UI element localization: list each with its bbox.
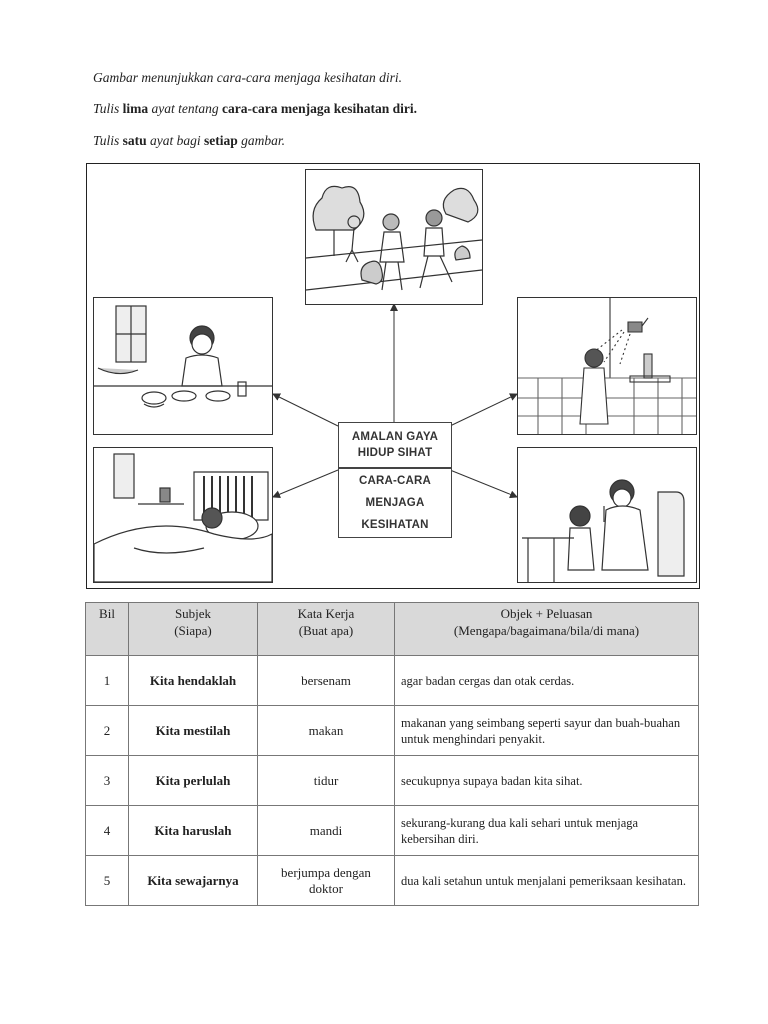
instruction-text-1: Gambar menunjukkan cara-cara menjaga kesihatan diri. xyxy=(93,70,402,85)
center-bottom-line-3: KESIHATAN xyxy=(361,519,429,531)
concept-map-figure xyxy=(86,163,700,589)
header-bil-text: Bil xyxy=(99,606,115,621)
instr3-part-b: satu xyxy=(122,133,147,148)
cell-kata-kerja: mandi xyxy=(258,806,395,856)
cell-objek: makanan yang seimbang seperti sayur dan buah-buahan untuk menghindari penyakit. xyxy=(395,706,699,756)
doctor-visit-illustration xyxy=(517,447,697,583)
cell-subjek: Kita sewajarnya xyxy=(129,856,258,906)
cell-bil: 1 xyxy=(86,656,129,706)
cell-bil: 3 xyxy=(86,756,129,806)
cell-subjek: Kita perlulah xyxy=(129,756,258,806)
sentence-table xyxy=(85,602,699,906)
exercise-illustration xyxy=(305,169,483,305)
eating-illustration xyxy=(93,297,273,435)
cell-objek: dua kali setahun untuk menjalani pemeriksaan kesihatan. xyxy=(395,856,699,906)
header-kerja-text: Kata Kerja xyxy=(297,606,355,621)
table-row xyxy=(86,856,699,906)
instr3-part-e: gambar. xyxy=(237,133,286,148)
cell-bil: 4 xyxy=(86,806,129,856)
bathing-illustration xyxy=(517,297,697,435)
cell-kata-kerja: berjumpa dengan doktor xyxy=(258,856,395,906)
header-kata-kerja xyxy=(258,603,395,656)
instr3-part-a: Tulis xyxy=(93,133,123,148)
cell-objek: sekurang-kurang dua kali sehari untuk menjaga kebersihan diri. xyxy=(395,806,699,856)
cell-objek: secukupnya supaya badan kita sihat. xyxy=(395,756,699,806)
header-subjek-text: Subjek xyxy=(174,606,212,621)
center-top-line-2: HIDUP SIHAT xyxy=(357,447,433,459)
instr2-part-a: Tulis xyxy=(93,101,123,116)
cell-kata-kerja: makan xyxy=(258,706,395,756)
center-label-amalan xyxy=(338,422,452,468)
instr2-part-c: ayat tentang xyxy=(148,101,223,116)
center-label-cara-cara xyxy=(338,468,452,538)
cell-kata-kerja: bersenam xyxy=(258,656,395,706)
header-bil xyxy=(86,603,129,656)
cell-objek: agar badan cergas dan otak cerdas. xyxy=(395,656,699,706)
center-bottom-line-1: CARA-CARA xyxy=(358,475,432,487)
header-subjek-sub: (Siapa) xyxy=(174,623,212,638)
sleeping-illustration xyxy=(93,447,273,583)
table-row xyxy=(86,806,699,856)
header-objek-sub: (Mengapa/bagaimana/bila/di mana) xyxy=(453,623,640,638)
cell-kata-kerja: tidur xyxy=(258,756,395,806)
instr2-part-d: cara-cara menjaga kesihatan diri. xyxy=(222,101,418,116)
instruction-line-3 xyxy=(93,133,285,149)
cell-bil: 5 xyxy=(86,856,129,906)
table-row xyxy=(86,756,699,806)
center-bottom-line-2: MENJAGA xyxy=(365,497,425,509)
header-subjek xyxy=(129,603,258,656)
header-kerja-sub: (Buat apa) xyxy=(298,623,354,638)
cell-subjek: Kita mestilah xyxy=(129,706,258,756)
header-objek xyxy=(395,603,699,656)
instr3-part-d: setiap xyxy=(204,133,238,148)
instruction-line-1 xyxy=(93,70,402,86)
instr2-part-b: lima xyxy=(122,101,149,116)
cell-subjek: Kita hendaklah xyxy=(129,656,258,706)
center-top-line-1: AMALAN GAYA xyxy=(351,431,439,443)
cell-bil: 2 xyxy=(86,706,129,756)
instruction-line-2 xyxy=(93,101,417,117)
table-row xyxy=(86,656,699,706)
cell-subjek: Kita haruslah xyxy=(129,806,258,856)
table-row xyxy=(86,706,699,756)
header-objek-text: Objek + Peluasan xyxy=(500,606,593,621)
instr3-part-c: ayat bagi xyxy=(146,133,205,148)
table-header-row xyxy=(86,603,699,656)
